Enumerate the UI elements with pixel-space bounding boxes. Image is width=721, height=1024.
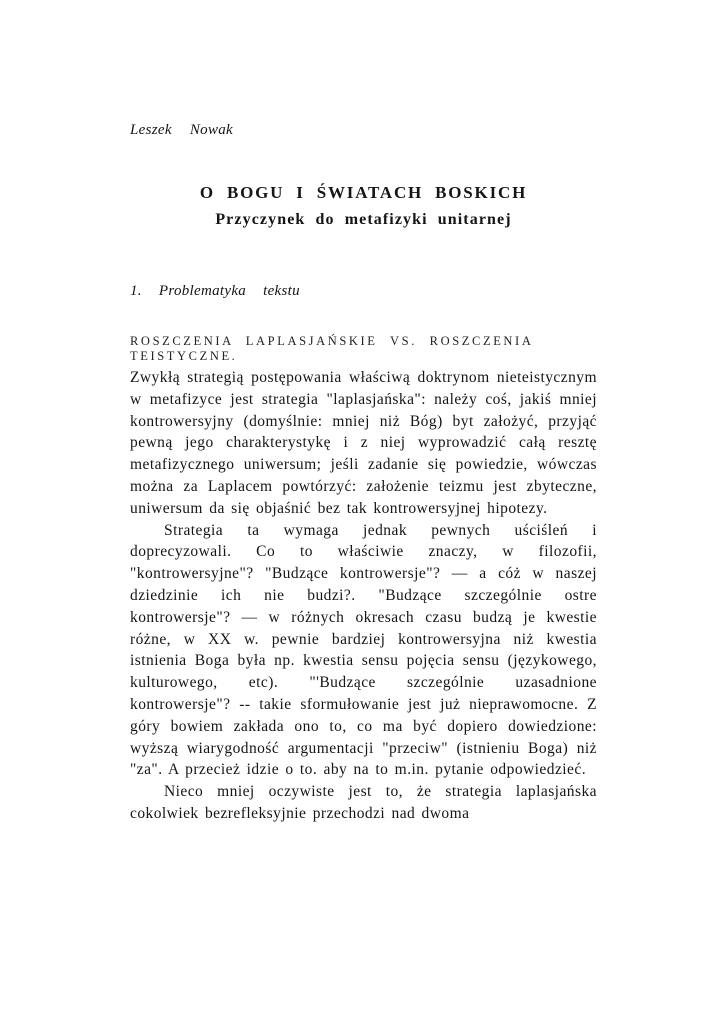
author-line: Leszek Nowak [130, 122, 234, 138]
title-block [130, 179, 597, 233]
body-text [130, 367, 597, 825]
paragraph: Strategia ta wymaga jednak pewnych uściśleń i doprecyzowali. Co to właściwie znaczy, w filozofii, "kontrowersyjne"? "Budzące kontrowersje"? — a cóż w naszej dziedzinie ich nie budzi?. "Budzące szczególnie ostre kontrowersje"? — w różnych okresach czasu budzą je kwestie różne, w XX w. pewnie bardziej kontrowersyjna niż kwestia istnienia Boga była np. kwestia sensu pojęcia sensu (językowego, kulturowego, etc). "'Budzące szczególnie uzasadnione kontrowersje"? -- takie sformułowanie jest już nieprawomocne. Z góry bowiem zakłada ono to, co ma być dopiero dowiedzione: wyższą wiarygodność argumentacji "przeciw" (istnieniu Boga) niż "za". A przecież idzie o to. aby na to m.in. pytanie odpowiedzieć. [130, 521, 597, 779]
document-title: O BOGU I ŚWIATACH BOSKICH [199, 183, 528, 202]
paragraph: Zwykłą strategią postępowania właściwą doktrynom nieteistycznym w metafizyce jest strategia "laplasjańska": należy coś, jakiś mniej kontrowersyjny (domyślnie: mniej niż Bóg) byt założyć, przyjąć pewną jego charakterystykę i z niej wyprowadzić całą resztę metafizycznego uniwersum; jeśli zadanie się powiedzie, wówczas można za Laplacem powtórzyć: założenie teizmu jest zbyteczne, uniwersum da się objaśnić bez tak kontrowersyjnej hipotezy. [130, 369, 597, 517]
document-subtitle: Przyczynek do metafizyki unitarnej [215, 211, 512, 228]
subsection-smallcaps-heading: ROSZCZENIA LAPLASJAŃSKIE VS. ROSZCZENIA TEISTYCZNE. [130, 334, 533, 363]
paragraph: Nieco mniej oczywiste jest to, że strategia laplasjańska cokolwiek bezrefleksyjnie przechodzi nad dwoma [130, 783, 597, 822]
section-heading: 1. Problematyka tekstu [130, 283, 300, 299]
